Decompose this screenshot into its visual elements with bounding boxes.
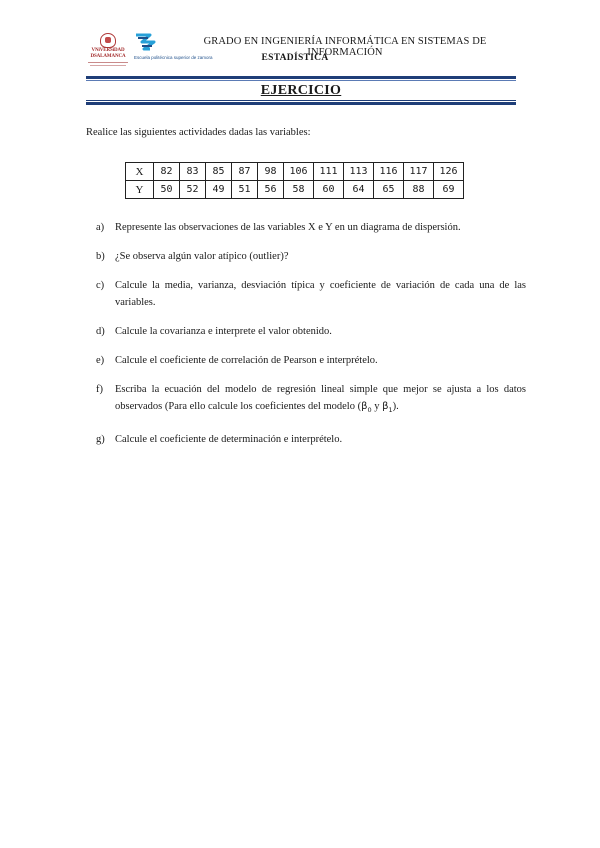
university-seal-icon	[100, 33, 116, 48]
list-item-text: Escriba la ecuación del modelo de regresión lineal simple que mejor se ajusta a los datos observados (Para ello calcule los coeficientes del modelo (	[115, 384, 526, 412]
table-cell: 82	[154, 163, 180, 181]
school-wave-icon	[130, 33, 168, 55]
list-item	[96, 277, 526, 311]
table-cell: 52	[180, 181, 206, 199]
table-cell: 98	[258, 163, 284, 181]
table-cell: 83	[180, 163, 206, 181]
title-rule-thin	[86, 100, 516, 101]
list-item-text-mid: y	[371, 401, 383, 412]
intro-text: Realice las siguientes actividades dadas las variables:	[86, 127, 311, 138]
table-row-y	[126, 181, 464, 199]
table-cell: 106	[284, 163, 314, 181]
table-cell: 49	[206, 181, 232, 199]
list-item-text-end: ).	[392, 401, 399, 412]
list-item-text: Calcule el coeficiente de determinación e interprételo.	[115, 434, 343, 445]
table-cell: 65	[374, 181, 404, 199]
university-logo-rule	[90, 65, 126, 66]
table-cell: 64	[344, 181, 374, 199]
table-cell: 113	[344, 163, 374, 181]
school-logo-text: Escuela politécnica superior de zamora	[134, 55, 213, 60]
table-cell: 56	[258, 181, 284, 199]
list-marker: f)	[96, 384, 103, 395]
list-item-text: Calcule el coeficiente de correlación de Pearson e interprételo.	[115, 355, 378, 366]
table-cell: 87	[232, 163, 258, 181]
list-item-text: Calcule la media, varianza, desviación típica y coeficiente de variación de cada una de las variables.	[115, 280, 526, 308]
table-cell: 60	[314, 181, 344, 199]
table-cell: 69	[434, 181, 464, 199]
list-marker: d)	[96, 326, 105, 337]
beta-0-symbol: $\beta_0$	[361, 401, 372, 414]
beta-1-symbol: $\beta_1$	[382, 401, 393, 414]
table-header-x: X	[126, 163, 154, 181]
list-item	[96, 248, 526, 265]
list-marker: e)	[96, 355, 105, 366]
header-rule-thin	[86, 80, 516, 81]
table-cell: 50	[154, 181, 180, 199]
list-marker: b)	[96, 251, 105, 262]
list-marker: g)	[96, 434, 105, 445]
table-cell: 117	[404, 163, 434, 181]
university-logo-text: VNiVERSiDAD DSALAMANCA	[90, 48, 126, 59]
list-marker: a)	[96, 222, 105, 233]
list-item	[96, 219, 526, 236]
list-item	[96, 323, 526, 340]
data-table	[125, 162, 464, 199]
table-cell: 51	[232, 181, 258, 199]
table-cell: 85	[206, 163, 232, 181]
list-item	[96, 431, 526, 448]
list-marker: c)	[96, 280, 105, 291]
list-item-text: Represente las observaciones de las variables X e Y en un diagrama de dispersión.	[115, 222, 461, 233]
table-cell: 126	[434, 163, 464, 181]
table-row-x	[126, 163, 464, 181]
table-cell: 88	[404, 181, 434, 199]
subject-title: ESTADÍSTICA	[261, 53, 329, 63]
list-item-text: ¿Se observa algún valor atípico (outlier)?	[115, 251, 289, 262]
list-item-text: Calcule la covarianza e interprete el valor obtenido.	[115, 326, 332, 337]
table-cell: 111	[314, 163, 344, 181]
table-cell: 116	[374, 163, 404, 181]
school-logo	[130, 33, 213, 69]
university-logo	[88, 33, 128, 69]
list-item	[96, 381, 526, 419]
university-logo-rule	[88, 62, 128, 63]
exercise-title: EJERCICIO	[260, 83, 342, 98]
list-item	[96, 352, 526, 369]
degree-title: GRADO EN INGENIERÍA INFORMÁTICA EN SISTEMAS DE INFORMACIÓN	[203, 36, 487, 58]
activity-list	[96, 219, 526, 448]
table-header-y: Y	[126, 181, 154, 199]
table-cell: 58	[284, 181, 314, 199]
title-rule	[86, 102, 516, 105]
header-logos	[88, 33, 213, 69]
header-rule	[86, 76, 516, 79]
